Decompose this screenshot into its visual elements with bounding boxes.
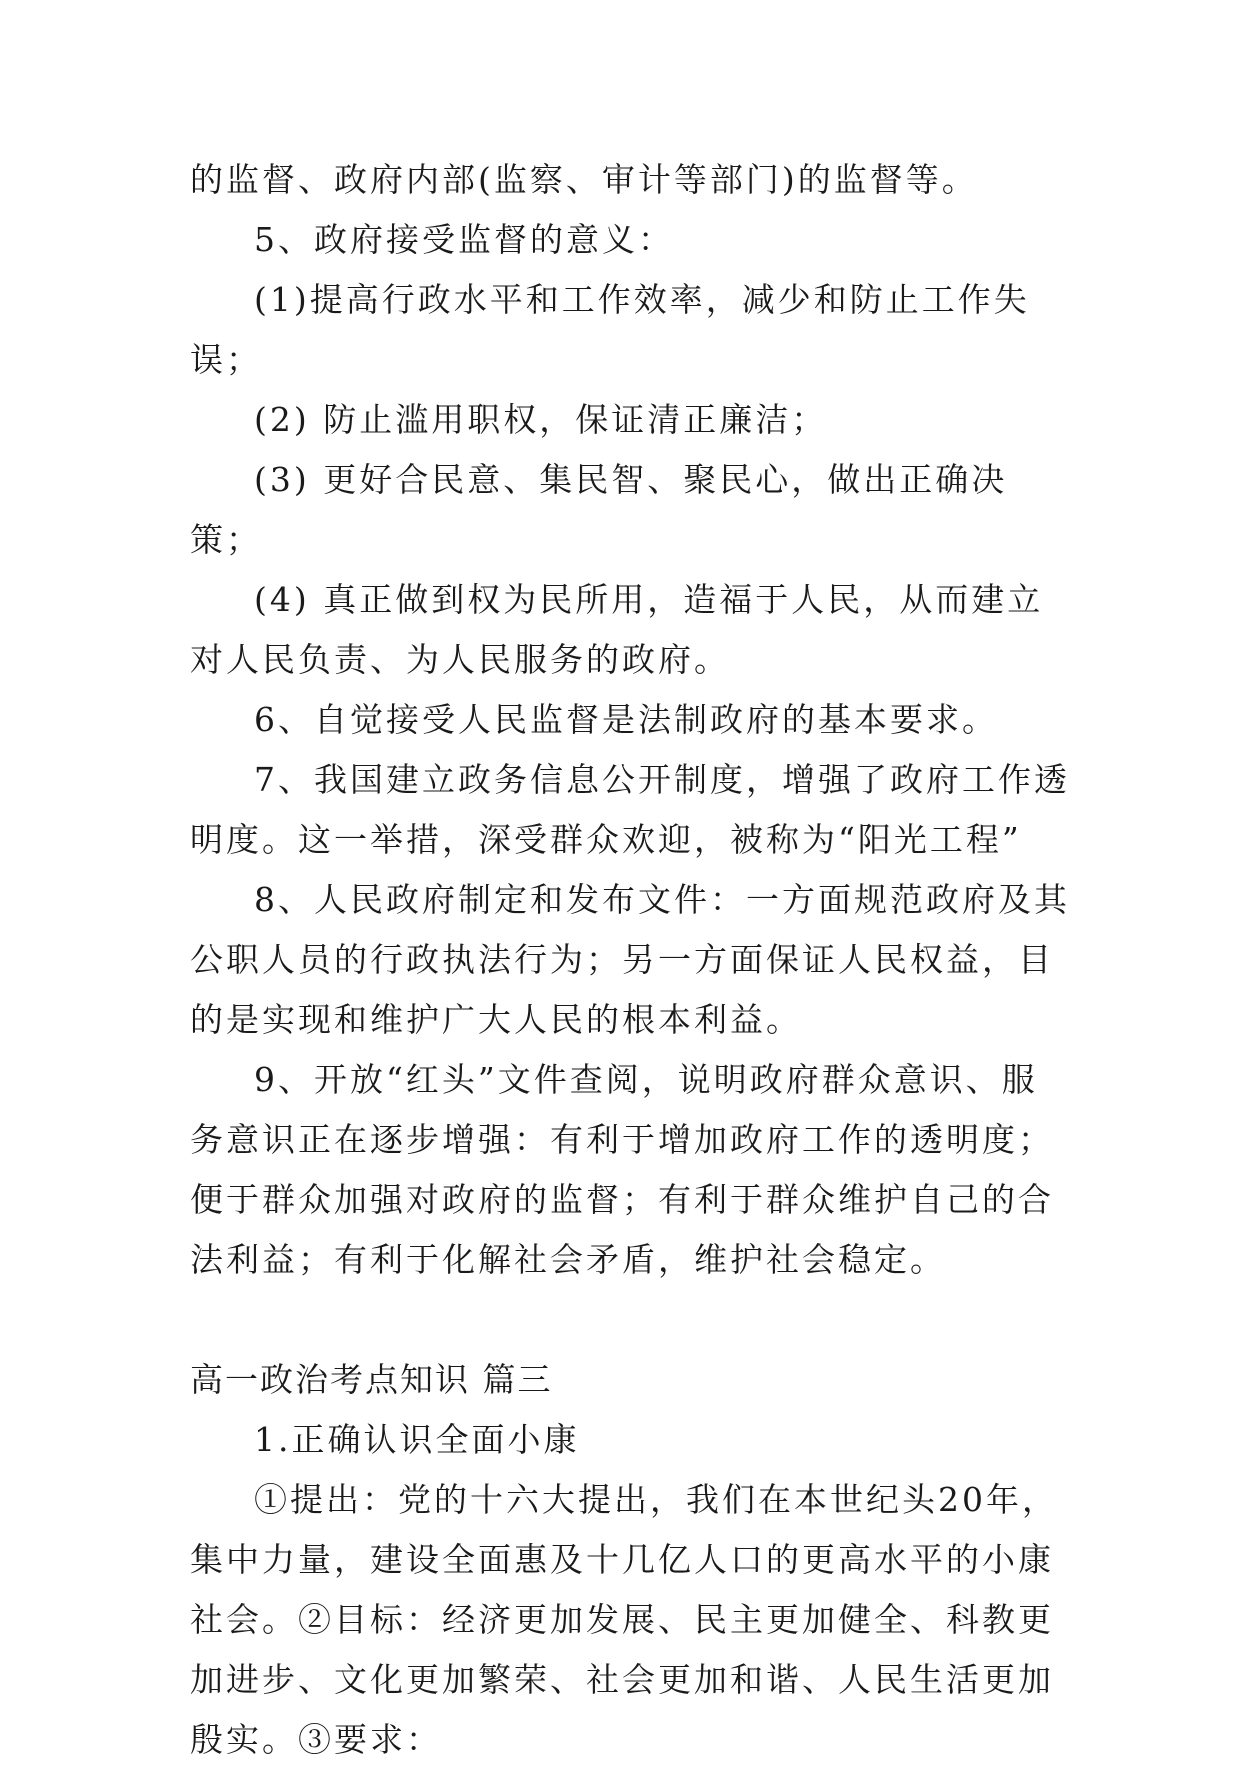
- paragraph-point-7: 7、我国建立政务信息公开制度，增强了政府工作透明度。这一举措，深受群众欢迎，被称为“阳光工程”: [190, 760, 1070, 859]
- paragraph-point-5-3: (3) 更好合民意、集民智、聚民心，做出正确决策；: [190, 460, 1008, 559]
- paragraph-supervision-continued: 的监督、政府内部(监察、审计等部门)的监督等。: [190, 160, 978, 199]
- paragraph-point-5-2: (2) 防止滥用职权，保证清正廉洁；: [254, 400, 828, 439]
- paragraph-point-9: 9、开放“红头”文件查阅，说明政府群众意识、服务意识正在逐步增强：有利于增加政府工作的透明度；便于群众加强对政府的监督；有利于群众维护自己的合法利益；有利于化解社会矛盾，维护社会稳定。: [190, 1060, 1054, 1279]
- paragraph-point-6: 6、自觉接受人民监督是法制政府的基本要求。: [254, 700, 998, 739]
- section-subheading: 1.正确认识全面小康: [254, 1420, 580, 1459]
- document-page: [190, 150, 1070, 1770]
- section-paragraph-xiaokang: ①提出：党的十六大提出，我们在本世纪头20年，集中力量，建设全面惠及十几亿人口的更高水平的小康社会。②目标：经济更加发展、民主更加健全、科教更加进步、文化更加繁荣、社会更加和谐、人民生活更加殷实。③要求：: [190, 1480, 1058, 1759]
- section-title: 高一政治考点知识 篇三: [190, 1360, 553, 1399]
- paragraph-point-5-1: (1)提高行政水平和工作效率，减少和防止工作失误；: [190, 280, 1030, 379]
- paragraph-point-8: 8、人民政府制定和发布文件：一方面规范政府及其公职人员的行政执法行为；另一方面保证人民权益，目的是实现和维护广大人民的根本利益。: [190, 880, 1070, 1039]
- paragraph-point-5: 5、政府接受监督的意义：: [254, 220, 674, 259]
- paragraph-point-5-4: (4) 真正做到权为民所用，造福于人民，从而建立对人民负责、为人民服务的政府。: [190, 580, 1044, 679]
